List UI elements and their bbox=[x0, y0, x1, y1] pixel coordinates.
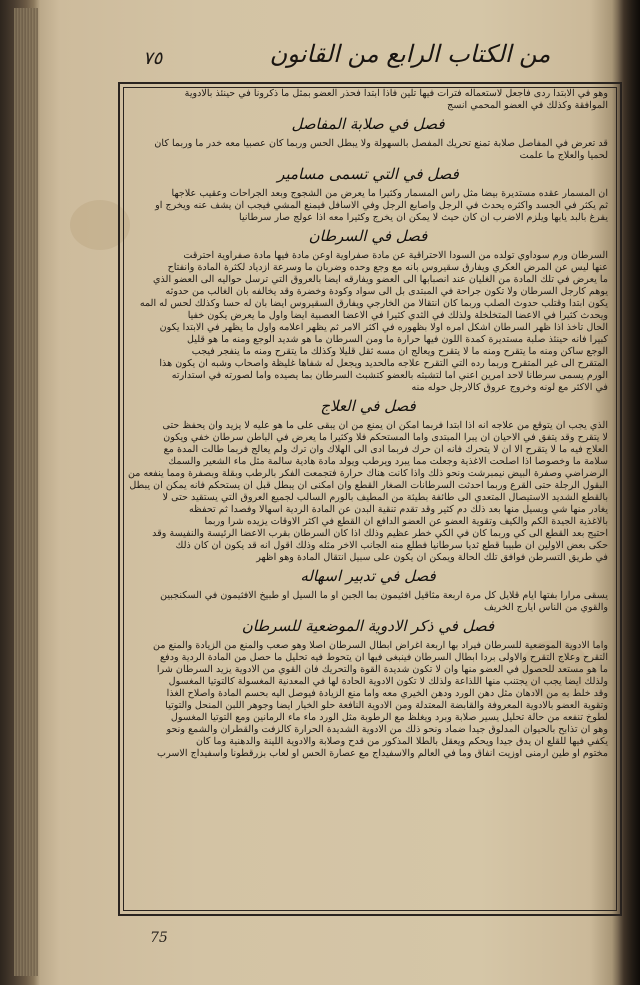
text-line: قد تعرض في المفاصل صلابة تمنع تحريك المفصل بالسهولة ولا يبطل الحس وربما كان عصبيا معه خدر ما وربما كان bbox=[154, 138, 608, 149]
paragraph bbox=[128, 138, 608, 162]
text-line: وهو ان تذابح بالحيوان المدلوق جيدا ضماد ونحو ذلك من الادوية الشديدة الحرارة كالزفت والقطران والشمع ونحو bbox=[166, 724, 608, 735]
text-line: والقوي من الناس ايارج الخريف bbox=[483, 602, 608, 613]
text-line: ويحدث كثيرا في الاعضا المتخلخلة ولذلك في الثدي كثيرا في الاعضا العصبية ايضا واول ما يعرض يكون خفيا bbox=[187, 310, 608, 321]
text-line: ولذلك ايضا يجب ان يجتنب منها اللذاعة ولذلك لا تكون الادوية الحادة لها في المعدنية المغسولة كالتوتيا المغسول bbox=[168, 676, 608, 687]
text-line: بالاغذية الجيدة الكم والكيف وتقوية العضو عن العضو الدافع ان القطع في اكثر الاوقات يزيده شرا وربما bbox=[204, 516, 608, 527]
text-line: وهو في الابتدا ردى فاجعل لاستعماله فترات فيها تلين فاذا ابتدا فحذر العضو بمثل ما ذكرونا في حينئذ بالادوية bbox=[184, 88, 608, 99]
text-line: في طريق التسرطن فوافق تلك الحالة ويمكن ان يكون على سبيل انتقال المادة وهو اظهر bbox=[256, 552, 608, 563]
paragraph bbox=[128, 420, 608, 564]
text-line: واما الادوية الموضعية للسرطان فيراد بها اربعة اغراض ابطال السرطان اصلا وهو صعب والمنع من الزيادة والمنع من bbox=[153, 640, 608, 651]
text-line: المتقرح الى غير المتقرح وربما رده التي التقرح علاجه مالحديد ويجعل له شفاها غليظة واصحاب وشبه ان يكون هذا bbox=[159, 358, 608, 369]
text-line: ما يعرض في تلك المادة من الغليان عند انصبابها الى العضو ويفارقه ايضا بالعروق التي ترسل حواليه الى العضو الذي bbox=[153, 274, 608, 285]
paragraph bbox=[128, 590, 608, 614]
paragraph bbox=[128, 250, 608, 394]
text-line: العلاج فيه ما لا يتقرح الا ان لا يتحرك فانه ان حرك فربما ادى الى الهلاك وان ترك ولم يعالج فربما طالت المدة مع bbox=[163, 444, 608, 455]
section-heading: فصل في ذكر الادوية الموضعية للسرطان bbox=[241, 617, 495, 635]
text-line: يكفي فيها للقلع ان يدق جيدا ويحكم ويعقل بالطلا المذكور من قدح وصلابة والادوية اللينة والدهنية وما كان bbox=[195, 736, 608, 747]
page-edge-stack bbox=[14, 8, 38, 976]
section-heading: فصل في العلاج bbox=[320, 397, 416, 415]
text-line: وتقوية العضو بالادوية المعروفة والقابضة المعتدلة ومن الادوية النافعة حلو الخيار ايضا وجوهر اللبن المنحل والتوتيا bbox=[165, 700, 608, 711]
text-line: ما هو مستعد للحصول في العضو منها وان لا تكون شديدة القوة والتحريك فان القوي من الادوية يزيد السرطان شرا bbox=[156, 664, 608, 675]
text-line: في الاكثر مع لونه وخروج عروق كالارجل حوله منه bbox=[411, 382, 608, 393]
text-line: عنها ليس عن المرض العكري ويفارق سقيروس بانه مع وجع وحده وضربان ما وسرعة ازدياد لكثرة المادة وانفتاح bbox=[167, 262, 608, 273]
text-line: يوهم كارجل السرطان ولا تكون جراحة في المبتدى بل الى سواد وكودة وخضرة وقد يخالفه بان الغالب من حدوثه bbox=[165, 286, 608, 297]
text-line: ثم يكثر في الجسد واكثره يحدث في الرجل واصابع الرجل وفي الاسافل فيمنع المشي فيجب ان يشف عنه ويخرج او bbox=[155, 200, 608, 211]
text-line: لا يتقرح وقد يتفق في الاحيان ان يبرا المبتدى واما المستحكم فلا وكثيرا ما يعرض في الباطن سرطان خفي ويكون bbox=[163, 432, 608, 443]
text-line: يكون ابتدا وقتلب حدوث الصلب وربما كان انتقالا من الخارجي ويفارق السقيروس ايضا بان له حسا وكذلك لحس له المه bbox=[139, 298, 608, 309]
paragraph bbox=[128, 188, 608, 224]
paragraph bbox=[128, 640, 608, 760]
page-number: ٧٥ bbox=[143, 48, 163, 69]
section-heading: فصل في صلابة المفاصل bbox=[291, 115, 445, 133]
text-line: التقرح وعلاج التقرح والاولى بردا ابطال السرطان فينبغى فيها ان يتحوط فيه تحليل ما حصل من المادة الردية ودفع bbox=[160, 652, 608, 663]
text-line: الذي يجب ان يتوقع من علاجه انه اذا ابتدا فربما امكن ان يمنع من ان يبقى على ما هو عليه لا يزيد وان يحفظ حتى bbox=[162, 420, 608, 431]
text-line: الحال تأخذ اذا ظهر السرطان اشكل امره اولا بظهوره في اكثر الامر ثم يظهر اعلامه واول ما يظهر في الابتدا يكون bbox=[159, 322, 608, 333]
text-line: احتيج بعد القطع الى كي وربما كان في الكي خطر عظيم وذلك اذا كان السرطان بقرب الاعضا الرئيسة والنفيسة وقد bbox=[152, 528, 608, 539]
footer-number: 75 bbox=[150, 930, 168, 946]
text-line: لطوخ تنفعه من حالة تحليل يسير صلابة وبرد ويغلظ مع الرطوبة مثل الورد ماء ماء الرمانين ومع التوتيا المغسول bbox=[170, 712, 608, 723]
text-line: لحميا والعلاج ما علمت bbox=[519, 150, 608, 161]
text-line: حكى بعض الاولين ان طبيبا قطع ثديا سرطانيا فطلع منه الجانب الاخر مثله وذلك اقول انه قد يكون ان كان ذلك bbox=[175, 540, 608, 551]
text-line: ان المسمار عقده مستديرة بيضا مثل راس المسمار وكثيرا ما يعرض من الشجوج وبعد الجراحات وعقيب علاجها bbox=[171, 188, 608, 199]
text-line: السرطان ورم سوداوي تولده من السودا الاحتراقية عن مادة صفراوية اوعن مادة فيها مادة صفراوية احترقت bbox=[183, 250, 608, 261]
paragraph bbox=[128, 88, 608, 112]
text-line: الرضراضي وصفرة البيض نيمبرشت ونحو ذلك واذا كانت هناك حرارة فتجمعت الفكر بالرطب وبقلة وبصفرة ومما ينفعه من bbox=[128, 468, 608, 479]
text-line: وقد خلط به من الادهان مثل دهن الورد ودهن الخيري معه واما منع الزيادة فيوصل اليه بحسم المادة واصلاح الغذا bbox=[166, 688, 608, 699]
text-line: الورم يسمى سرطانا لاحد امرين اعني اما لتشبثه بالعضو كتشبث السرطان بما يصيده واما لصورته في استدارته bbox=[171, 370, 608, 381]
text-line: يغادر منها شي ويسيل منها بعد ذلك دم كثير وقد تقدم تنقية البدن عن المادة الردية اسهالا وفصدا ثم تحفظه bbox=[188, 504, 608, 515]
text-line: البقول الرجلة حتى القرع وربما احدثت السرطانات الصغار القطع وان امكنى ان يبطل قبل ان يستحكم فانه يمكن ان يبطل bbox=[129, 480, 608, 491]
text-line: يفرغ بالبد يابها ويلزم الاضرب ان كان حيث لا يمكن ان يخرج وكثيرا معه اذا عولج صار سرطانيا bbox=[239, 212, 608, 223]
text-line: الموافقة وكذلك في العضو المحمي انسج bbox=[447, 100, 608, 111]
page-body bbox=[128, 88, 608, 906]
text-line: كبيرا فانه حينئذ صلبة مستديرة كمدة اللون فيها حرارة ما ومن السرطان ما هو شديد الوجع ومنه ما هو قليل bbox=[187, 334, 608, 345]
text-line: مختوم او طين ارمنى اوزيت انفاق وما في العالم والاسفيداج مع عصارة الحس او لعاب بزرقطونا واسفيداج الاسرب bbox=[157, 748, 608, 759]
section-heading: فصل في التي تسمى مسامير bbox=[277, 165, 459, 183]
section-heading: فصل في تدبير اسهاله bbox=[300, 567, 436, 585]
text-line: يسقى مرارا بفتها ايام قلايل كل مرة اربعة مثاقيل افثيمون بما الجبن او ما السيل او طبيخ الافثيمون في السكنجبين bbox=[160, 590, 608, 601]
gutter-shadow bbox=[618, 0, 640, 985]
section-heading: فصل في السرطان bbox=[308, 227, 428, 245]
running-title: من الكتاب الرابع من القانون bbox=[269, 40, 551, 68]
text-line: سلامة ما وخصوصا اذا اصلحت الاغذية وجعلت مما يبرد ويرطب ويولد مادة هادية سالمة مثل ماء الشعير والسمك bbox=[168, 456, 608, 467]
text-line: الوجع ساكن ومنه ما يتقرح ومنه ما لا يتقرح ويعالج ان مسه ثقل قليلا وكذلك ما يتقرح ومنه ما ينفجر فيجب bbox=[191, 346, 608, 357]
text-line: بالقطع الشديد الاستيصال المتعدي الى طائفة بطيئة من المطيف بالورم السالب لجميع العروق التي يستقيد حتى لا bbox=[162, 492, 608, 503]
